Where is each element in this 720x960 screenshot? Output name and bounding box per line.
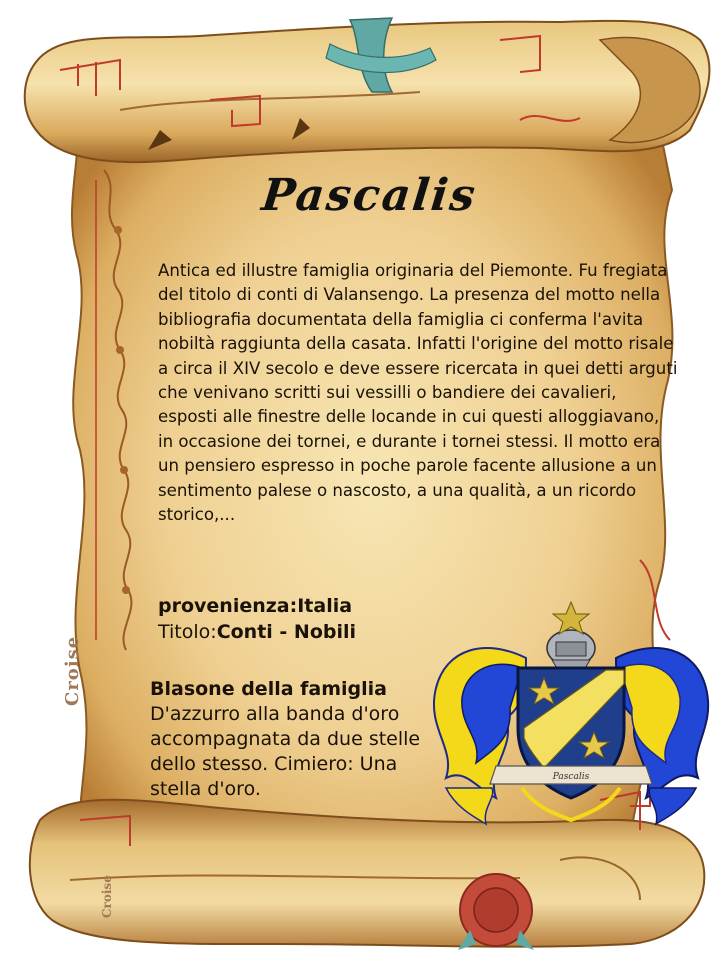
watermark: Croise [62, 635, 83, 706]
watermark-small: Croise [100, 875, 114, 918]
origin-line [158, 593, 438, 619]
origin-value: Italia [297, 595, 353, 617]
crest-ribbon-label: Pascalis [552, 772, 590, 782]
title-line [158, 619, 438, 645]
page-title: Pascalis [259, 170, 480, 221]
origin-label: provenienza: [158, 595, 298, 617]
title-value: Conti - Nobili [216, 621, 357, 643]
family-description: Antica ed illustre famiglia originaria del Piemonte. Fu fregiata del titolo di conti di Valansengo. La presenza del motto nella bibliografia documentata della famiglia ci conferma l'avita nobiltà raggiunta della casata. Infatti l'origine del motto risale a circa il XIV secolo e deve essere ricercata in quei detti arguti che venivano scritti sui vessilli o bandiere dei cavalieri, esposti alle finestre delle locande in cui questi alloggiavano, in occasione dei tornei, e durante i tornei stessi. Il motto era un pensiero espresso in poche parole facente allusione a un sentimento palese o nascosto, a una qualità, a un ricordo storico,... [158, 261, 678, 525]
star-icon [553, 602, 589, 634]
coat-of-arms-icon [426, 598, 716, 830]
wax-seal-icon [458, 874, 534, 950]
blazon-heading: Blasone della famiglia [150, 678, 387, 700]
blazon-block [150, 677, 430, 802]
blazon-text: D'azzurro alla banda d'oro accompagnata da due stelle dello stesso. Cimiero: Una stella d'oro. [150, 703, 421, 800]
title-label: Titolo: [158, 621, 217, 643]
origin-block [158, 593, 438, 645]
